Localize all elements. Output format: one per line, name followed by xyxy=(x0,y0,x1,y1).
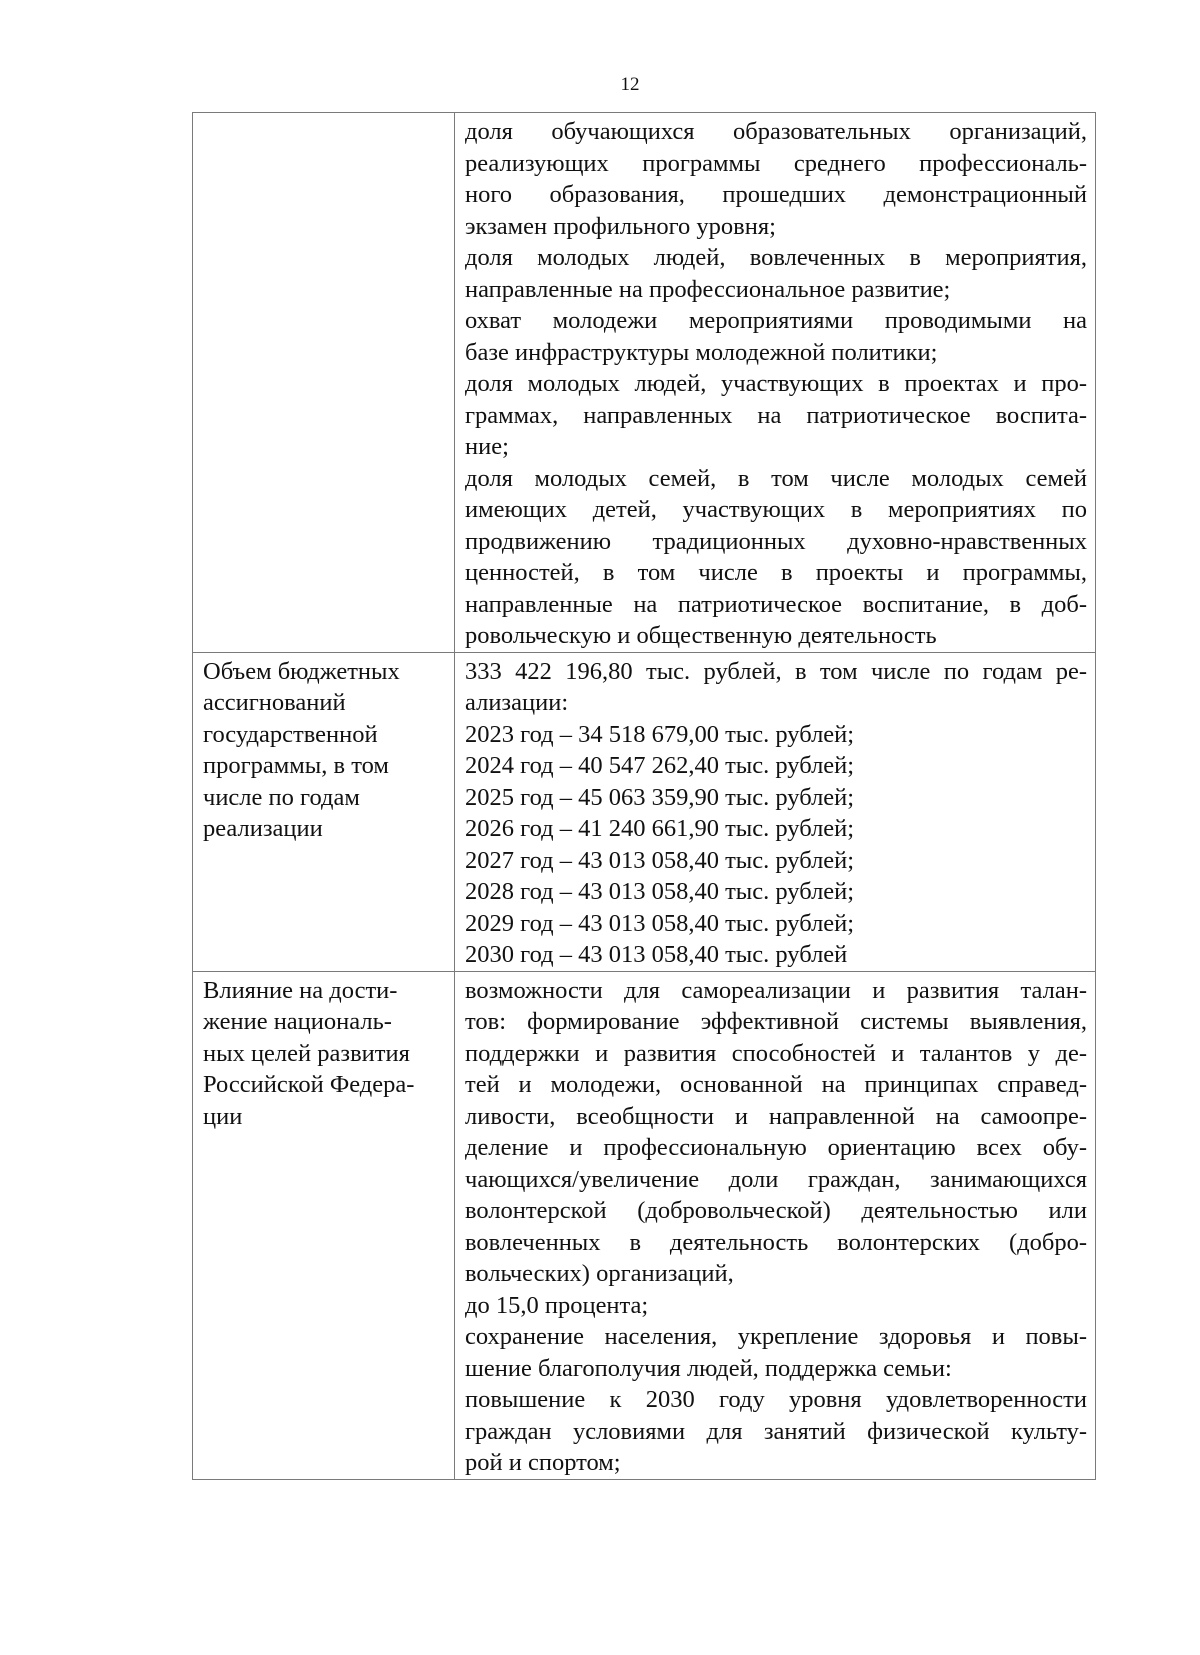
content-line: вольческих) организаций, xyxy=(465,1260,734,1287)
content-line: до 15,0 процента; xyxy=(465,1291,649,1319)
content-line: тей и молодежи, основанной на принципах справед- xyxy=(465,1071,1087,1098)
label-line: ассигнований xyxy=(203,689,346,716)
table-body xyxy=(193,113,1096,1480)
row-content-cell xyxy=(455,113,1096,653)
content-line: 333 422 196,80 тыс. рублей, в том числе по годам ре- xyxy=(465,657,1087,685)
content-line: 2025 год – 45 063 359,90 тыс. рублей; xyxy=(465,783,855,811)
content-line: 2026 год – 41 240 661,90 тыс. рублей; xyxy=(465,815,855,842)
content-line: ровольческую и общественную деятельность xyxy=(465,622,937,649)
content-line: 2023 год – 34 518 679,00 тыс. рублей; xyxy=(465,720,855,748)
content-line: направленные на профессиональное развитие; xyxy=(465,275,951,303)
label-line: программы, в том xyxy=(203,752,389,779)
content-line: 2030 год – 43 013 058,40 тыс. рублей xyxy=(465,941,848,968)
row-content-cell xyxy=(455,971,1096,1479)
content-line: доля молодых людей, вовлеченных в мероприятия, xyxy=(465,244,1087,271)
table-row xyxy=(193,652,1096,971)
label-line: жение националь- xyxy=(203,1008,392,1035)
passport-table xyxy=(192,112,1096,1480)
content-line: ливости, всеобщности и направленной на самоопре- xyxy=(465,1102,1087,1130)
label-line: ных целей развития xyxy=(203,1039,410,1067)
page-number: 12 xyxy=(620,74,640,95)
table-row xyxy=(193,971,1096,1479)
content-line: реализующих программы среднего профессиональ- xyxy=(465,149,1087,177)
content-line: граммах, направленных на патриотическое воспита- xyxy=(465,401,1087,429)
content-line: базе инфраструктуры молодежной политики; xyxy=(465,338,938,366)
content-line: 2029 год – 43 013 058,40 тыс. рублей; xyxy=(465,909,855,937)
label-line: числе по годам xyxy=(203,783,360,811)
row-label-cell xyxy=(193,652,455,971)
content-line: граждан условиями для занятий физической культу- xyxy=(465,1417,1087,1445)
content-line: возможности для самореализации и развития талан- xyxy=(465,976,1087,1004)
content-line: деление и профессиональную ориентацию всех обу- xyxy=(465,1134,1087,1161)
content-line: продвижению традиционных духовно-нравственных xyxy=(465,527,1087,555)
content-line: вовлеченных в деятельность волонтерских (добро- xyxy=(465,1228,1087,1256)
content-line: доля обучающихся образовательных организаций, xyxy=(465,118,1087,145)
content-line: шение благополучия людей, поддержка семьи: xyxy=(465,1354,952,1382)
label-line: ции xyxy=(203,1102,243,1130)
content-line: тов: формирование эффективной системы выявления, xyxy=(465,1008,1087,1035)
content-line: 2027 год – 43 013 058,40 тыс. рублей; xyxy=(465,846,855,874)
content-line: сохранение населения, укрепление здоровья и повы- xyxy=(465,1323,1087,1350)
content-line: ализации: xyxy=(465,689,569,716)
content-line: охват молодежи мероприятиями проводимыми на xyxy=(465,307,1087,334)
content-line: повышение к 2030 году уровня удовлетворенности xyxy=(465,1386,1087,1413)
content-line: поддержки и развития способностей и талантов у де- xyxy=(465,1039,1087,1067)
label-line: государственной xyxy=(203,720,378,748)
label-line: реализации xyxy=(203,815,323,842)
content-line: экзамен профильного уровня; xyxy=(465,212,776,240)
table-row xyxy=(193,113,1096,653)
content-line: 2028 год – 43 013 058,40 тыс. рублей; xyxy=(465,878,855,905)
label-line: Объем бюджетных xyxy=(203,657,400,685)
row-content-cell xyxy=(455,652,1096,971)
content-line: рой и спортом; xyxy=(465,1449,621,1476)
content-line: волонтерской (добровольческой) деятельностью или xyxy=(465,1197,1087,1224)
content-line: ного образования, прошедших демонстрационный xyxy=(465,181,1087,208)
label-line: Влияние на дости- xyxy=(203,976,398,1004)
content-line: ценностей, в том числе в проекты и программы, xyxy=(465,559,1087,586)
row-label-cell xyxy=(193,113,455,653)
label-line: Российской Федера- xyxy=(203,1071,415,1098)
content-line: 2024 год – 40 547 262,40 тыс. рублей; xyxy=(465,752,855,779)
content-line: чающихся/увеличение доли граждан, занимающихся xyxy=(465,1165,1087,1193)
content-line: доля молодых людей, участвующих в проектах и про- xyxy=(465,370,1087,397)
content-line: направленные на патриотическое воспитание, в доб- xyxy=(465,590,1087,618)
row-label-cell xyxy=(193,971,455,1479)
content-line: ние; xyxy=(465,433,509,460)
content-line: имеющих детей, участвующих в мероприятиях по xyxy=(465,496,1087,523)
content-line: доля молодых семей, в том числе молодых семей xyxy=(465,464,1087,492)
